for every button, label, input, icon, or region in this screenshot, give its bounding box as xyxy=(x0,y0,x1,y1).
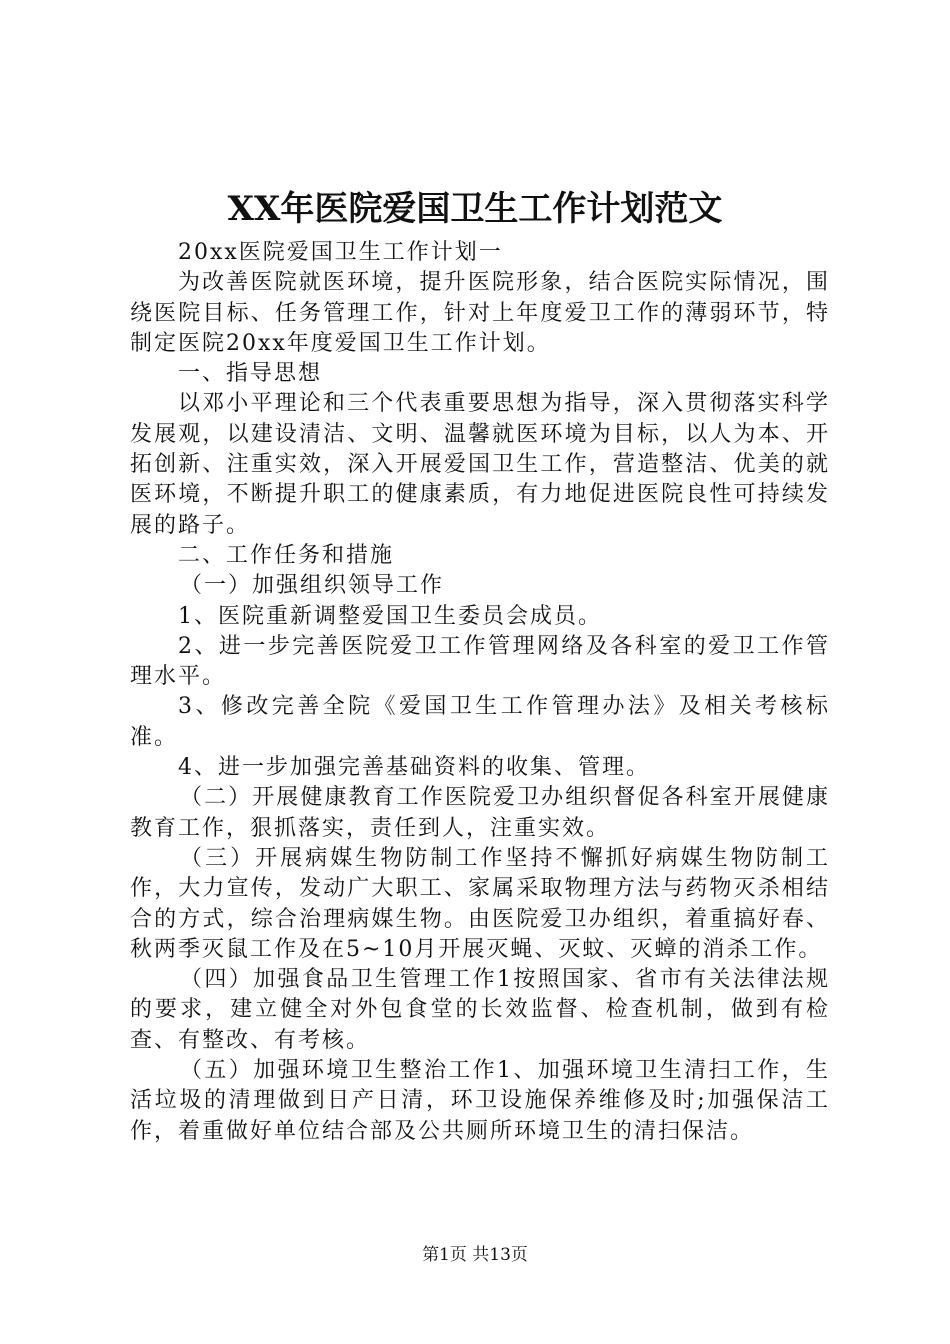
paragraph-item-1: 1、医院重新调整爱国卫生委员会成员。 xyxy=(178,603,602,629)
document-body xyxy=(130,238,830,1147)
paragraph-intro: 为改善医院就医环境，提升医院形象，结合医院实际情况，围绕医院目标、任务管理工作，针对上年度爱卫工作的薄弱环节，特制定医院20xx年度爱国卫生工作计划。 xyxy=(130,270,830,356)
paragraph-guiding-ideology: 以邓小平理论和三个代表重要思想为指导，深入贯彻落实科学发展观，以建设清洁、文明、温馨就医环境为目标，以人为本、开拓创新、注重实效，深入开展爱国卫生工作，营造整洁、优美的就医环境，不断提升职工的健康素质，有力地促进医院良性可持续发展的路子。 xyxy=(130,391,830,538)
paragraph-section-2-heading: 二、工作任务和措施 xyxy=(178,542,395,568)
paragraph-item-2: 2、进一步完善医院爱卫工作管理网络及各科室的爱卫工作管理水平。 xyxy=(130,633,830,690)
document-title: XX年医院爱国卫生工作计划范文 xyxy=(227,189,723,229)
paragraph-subsection-3: （三）开展病媒生物防制工作坚持不懈抓好病媒生物防制工作，大力宣传，发动广大职工、家属采取物理方法与药物灭杀相结合的方式，综合治理病媒生物。由医院爱卫办组织，着重搞好春、秋两季灭鼠工作及在5~10月开展灭蝇、灭蚊、灭蟑的消杀工作。 xyxy=(130,845,830,962)
paragraph-subsection-5: （五）加强环境卫生整治工作1、加强环境卫生清扫工作，生活垃圾的清理做到日产日清，环卫设施保养维修及时;加强保洁工作，着重做好单位结合部及公共厕所环境卫生的清扫保洁。 xyxy=(130,1058,830,1144)
paragraph-subsection-2: （二）开展健康教育工作医院爱卫办组织督促各科室开展健康教育工作，狠抓落实，责任到人，注重实效。 xyxy=(130,785,830,841)
paragraph-subsection-1-heading: （一）加强组织领导工作 xyxy=(180,573,445,599)
paragraph-heading-plan: 20xx医院爱国卫生工作计划一 xyxy=(178,240,503,265)
paragraph-subsection-4: （四）加强食品卫生管理工作1按照国家、省市有关法律法规的要求，建立健全对外包食堂的长效监督、检查机制，做到有检查、有整改、有考核。 xyxy=(130,967,830,1053)
paragraph-item-3: 3、修改完善全院《爱国卫生工作管理办法》及相关考核标准。 xyxy=(130,694,830,750)
paragraph-item-4: 4、进一步加强完善基础资料的收集、管理。 xyxy=(178,755,650,781)
page-footer: 第1页 共13页 xyxy=(422,1245,528,1265)
paragraph-section-1-heading: 一、指导思想 xyxy=(178,361,323,387)
